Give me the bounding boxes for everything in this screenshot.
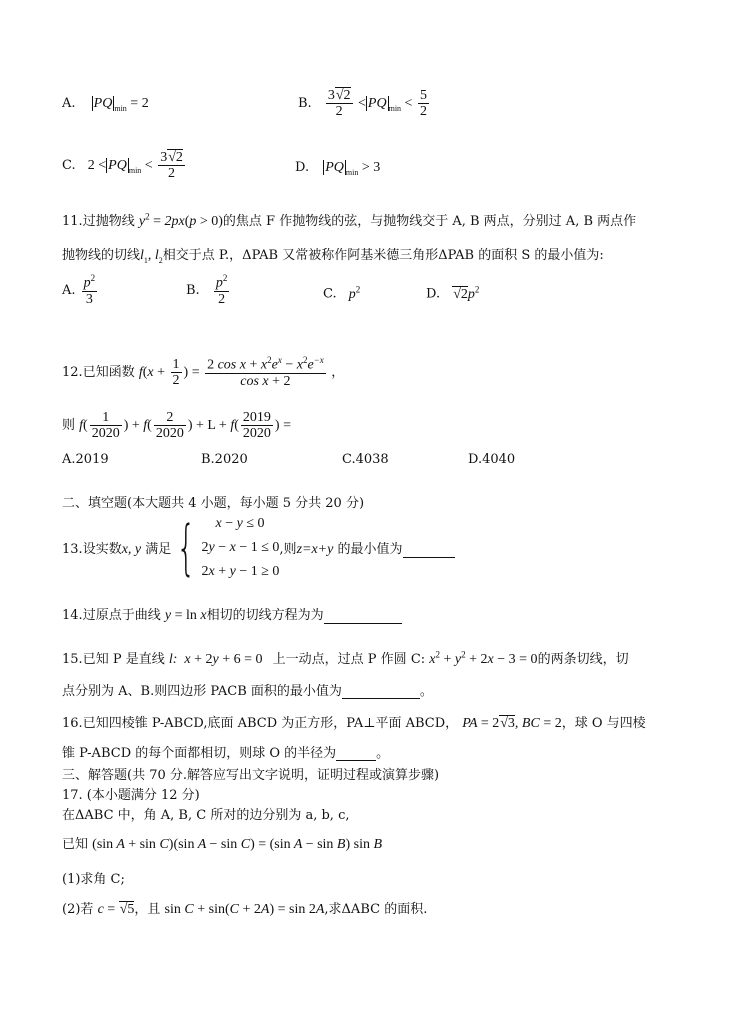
trig-condition: sin C + sin(C + 2A) = sin 2A [164,902,325,917]
tangent-lines: $l_1$, $l_2$ [140,248,163,265]
q17-line-1: 在ΔABC 中，角 A, B, C 所对的边分别为 a, b, c, [62,808,350,823]
q15-line-2: 点分别为 A、B.则四边形 PACB 面积的最小值为 。 [62,684,433,699]
q10-option-c [62,150,187,182]
q17-header: 17. (本小题满分 12 分) [62,788,200,803]
function-definition: f(x + $\frac{1}{2}$ ) = $\frac{2 \cos x + x^2e^x - x^2e^{-x}}{\text{cos x + 2}}$ [138,355,324,390]
q11-option-d: D. $√2p^2$ [426,284,480,302]
constraint-system: x − y ≤ 0 2y − x − 1 ≤ 0 2x + y − 1 ≥ 0 [201,516,280,579]
option-b-formula: $\frac{3√2}{2}$ < PQ $_{min}$ < $\frac{5}{2}$ [327,88,427,120]
option-label: D. [426,286,441,302]
section-3-heading: 三、解答题(共 70 分.解答应写出文字说明，证明过程或演算步骤) [62,768,440,783]
given-equation: (sin A + sin C)(sin A − sin C) = (sin A − sin B) sin B [92,837,383,852]
question-number: 14. [62,608,83,623]
q17-line-2: 已知 (sin A + sin C)(sin A − sin C) = (sin A − sin B) sin B [62,837,383,852]
option-d-formula: PQ $_{min}$ > 3 [325,160,381,177]
q10-option-b [298,88,431,120]
section-2-heading: 二、填空题(本大题共 4 小题，每小题 5 分共 20 分) [62,496,365,511]
q13: 13.设实数x, y 满足{ x − y ≤ 0 2y − x − 1 ≤ 0 2x + y − 1 ≥ 0 ,则z=x+y 的最小值为 [62,512,455,584]
q11-line-2: 抛物线的切线$l_1$, $l_2$相交于点 P.，ΔPAB 又常被称作阿基米德三角形ΔPAB 的面积 S 的最小值为: [62,248,604,265]
q12-line-1: 12.已知函数 f(x + $\frac{1}{2}$ ) = $\frac{2 \cos x + x^2e^x - x^2e^{-x}}{\text{cos x + 2}}$ ， [62,355,345,390]
option-label: C. [62,158,76,174]
q12-option-a: A.2019 [62,452,109,467]
q11-option-b: B. $\frac{p^2}{2}$ [186,273,228,308]
q12-option-b: B.2020 [201,452,248,467]
question-number: 15. [62,652,83,667]
q11-option-c: C. $p^2$ [323,284,361,302]
question-number: 12. [62,364,83,380]
option-a-formula: PQ $_{min}$ = 2 [93,96,149,113]
q16-line-2: 锥 P-ABCD 的每个面都相切，则球 O 的半径为 。 [62,746,390,761]
answer-blank [403,545,455,558]
option-label: D. [295,160,310,175]
q17-part-1: (1)求角 C; [62,872,125,887]
question-number: 16. [62,716,83,731]
answer-blank [336,748,376,761]
given-lengths: PA = 2√3, BC = 2 [462,716,562,731]
q10-option-a [62,96,149,113]
option-label: B. [186,282,200,298]
q12-line-2: 则 f( $\frac{1}{2020}$ ) + f( $\frac{2}{2020}$ ) + L + f( $\frac{2019}{2020}$ ) = [62,410,291,442]
option-c-formula: 2 < PQ $_{min}$ < $\frac{3√2}{2}$ [87,150,183,182]
q11-line-1: 11.过抛物线 $y^2 = 2px(p > 0)$的焦点 F 作抛物线的弦，与抛物线交于 A, B 两点，分别过 A, B 两点作 [62,211,637,229]
q14: 14.过原点于曲线 y = ln x相切的切线方程为为 [62,604,402,624]
circle-formula: $x^2 + y^2 + 2x - 3 = 0$ [429,649,538,667]
answer-blank [324,611,402,624]
option-label: B. [298,96,312,112]
sum-expression: f( $\frac{1}{2020}$ ) + f( $\frac{2}{2020}$ ) + L + f( $\frac{2019}{2020}$ ) = [79,410,291,442]
q17-part-2: (2)若 c = √5，且 sin C + sin(C + 2A) = sin 2A,求ΔABC 的面积. [62,902,428,917]
q15-line-1: 15.已知 P 是直线 l: x + 2y + 6 = 0 上一动点，过点 P 作圆 C: $x^2 + y^2 + 2x - 3 = 0$的两条切线，切 [62,649,629,667]
q12-option-d: D.4040 [468,452,516,467]
question-number: 13. [62,542,83,557]
q16-line-1: 16.已知四棱锥 P-ABCD,底面 ABCD 为正方形，PA⊥平面 ABCD， PA = 2√3, BC = 2，球 O 与四棱 [62,716,646,731]
answer-blank [342,686,420,699]
option-label: A. [62,96,76,111]
curve-formula: y = ln x [164,608,207,623]
option-label: A. [62,282,76,298]
q12-option-c: C.4038 [342,452,389,467]
line-formula: l: x + 2y + 6 = 0 [168,652,263,667]
question-number: 11. [62,214,83,229]
parabola-formula: $y^2 = 2px(p > 0)$ [138,211,223,229]
option-label: C. [323,286,337,302]
q11-options: A. $\frac{p^2}{3}$ [62,273,96,308]
q10-option-d [295,160,380,177]
side-c-value: c = √5 [97,902,135,917]
